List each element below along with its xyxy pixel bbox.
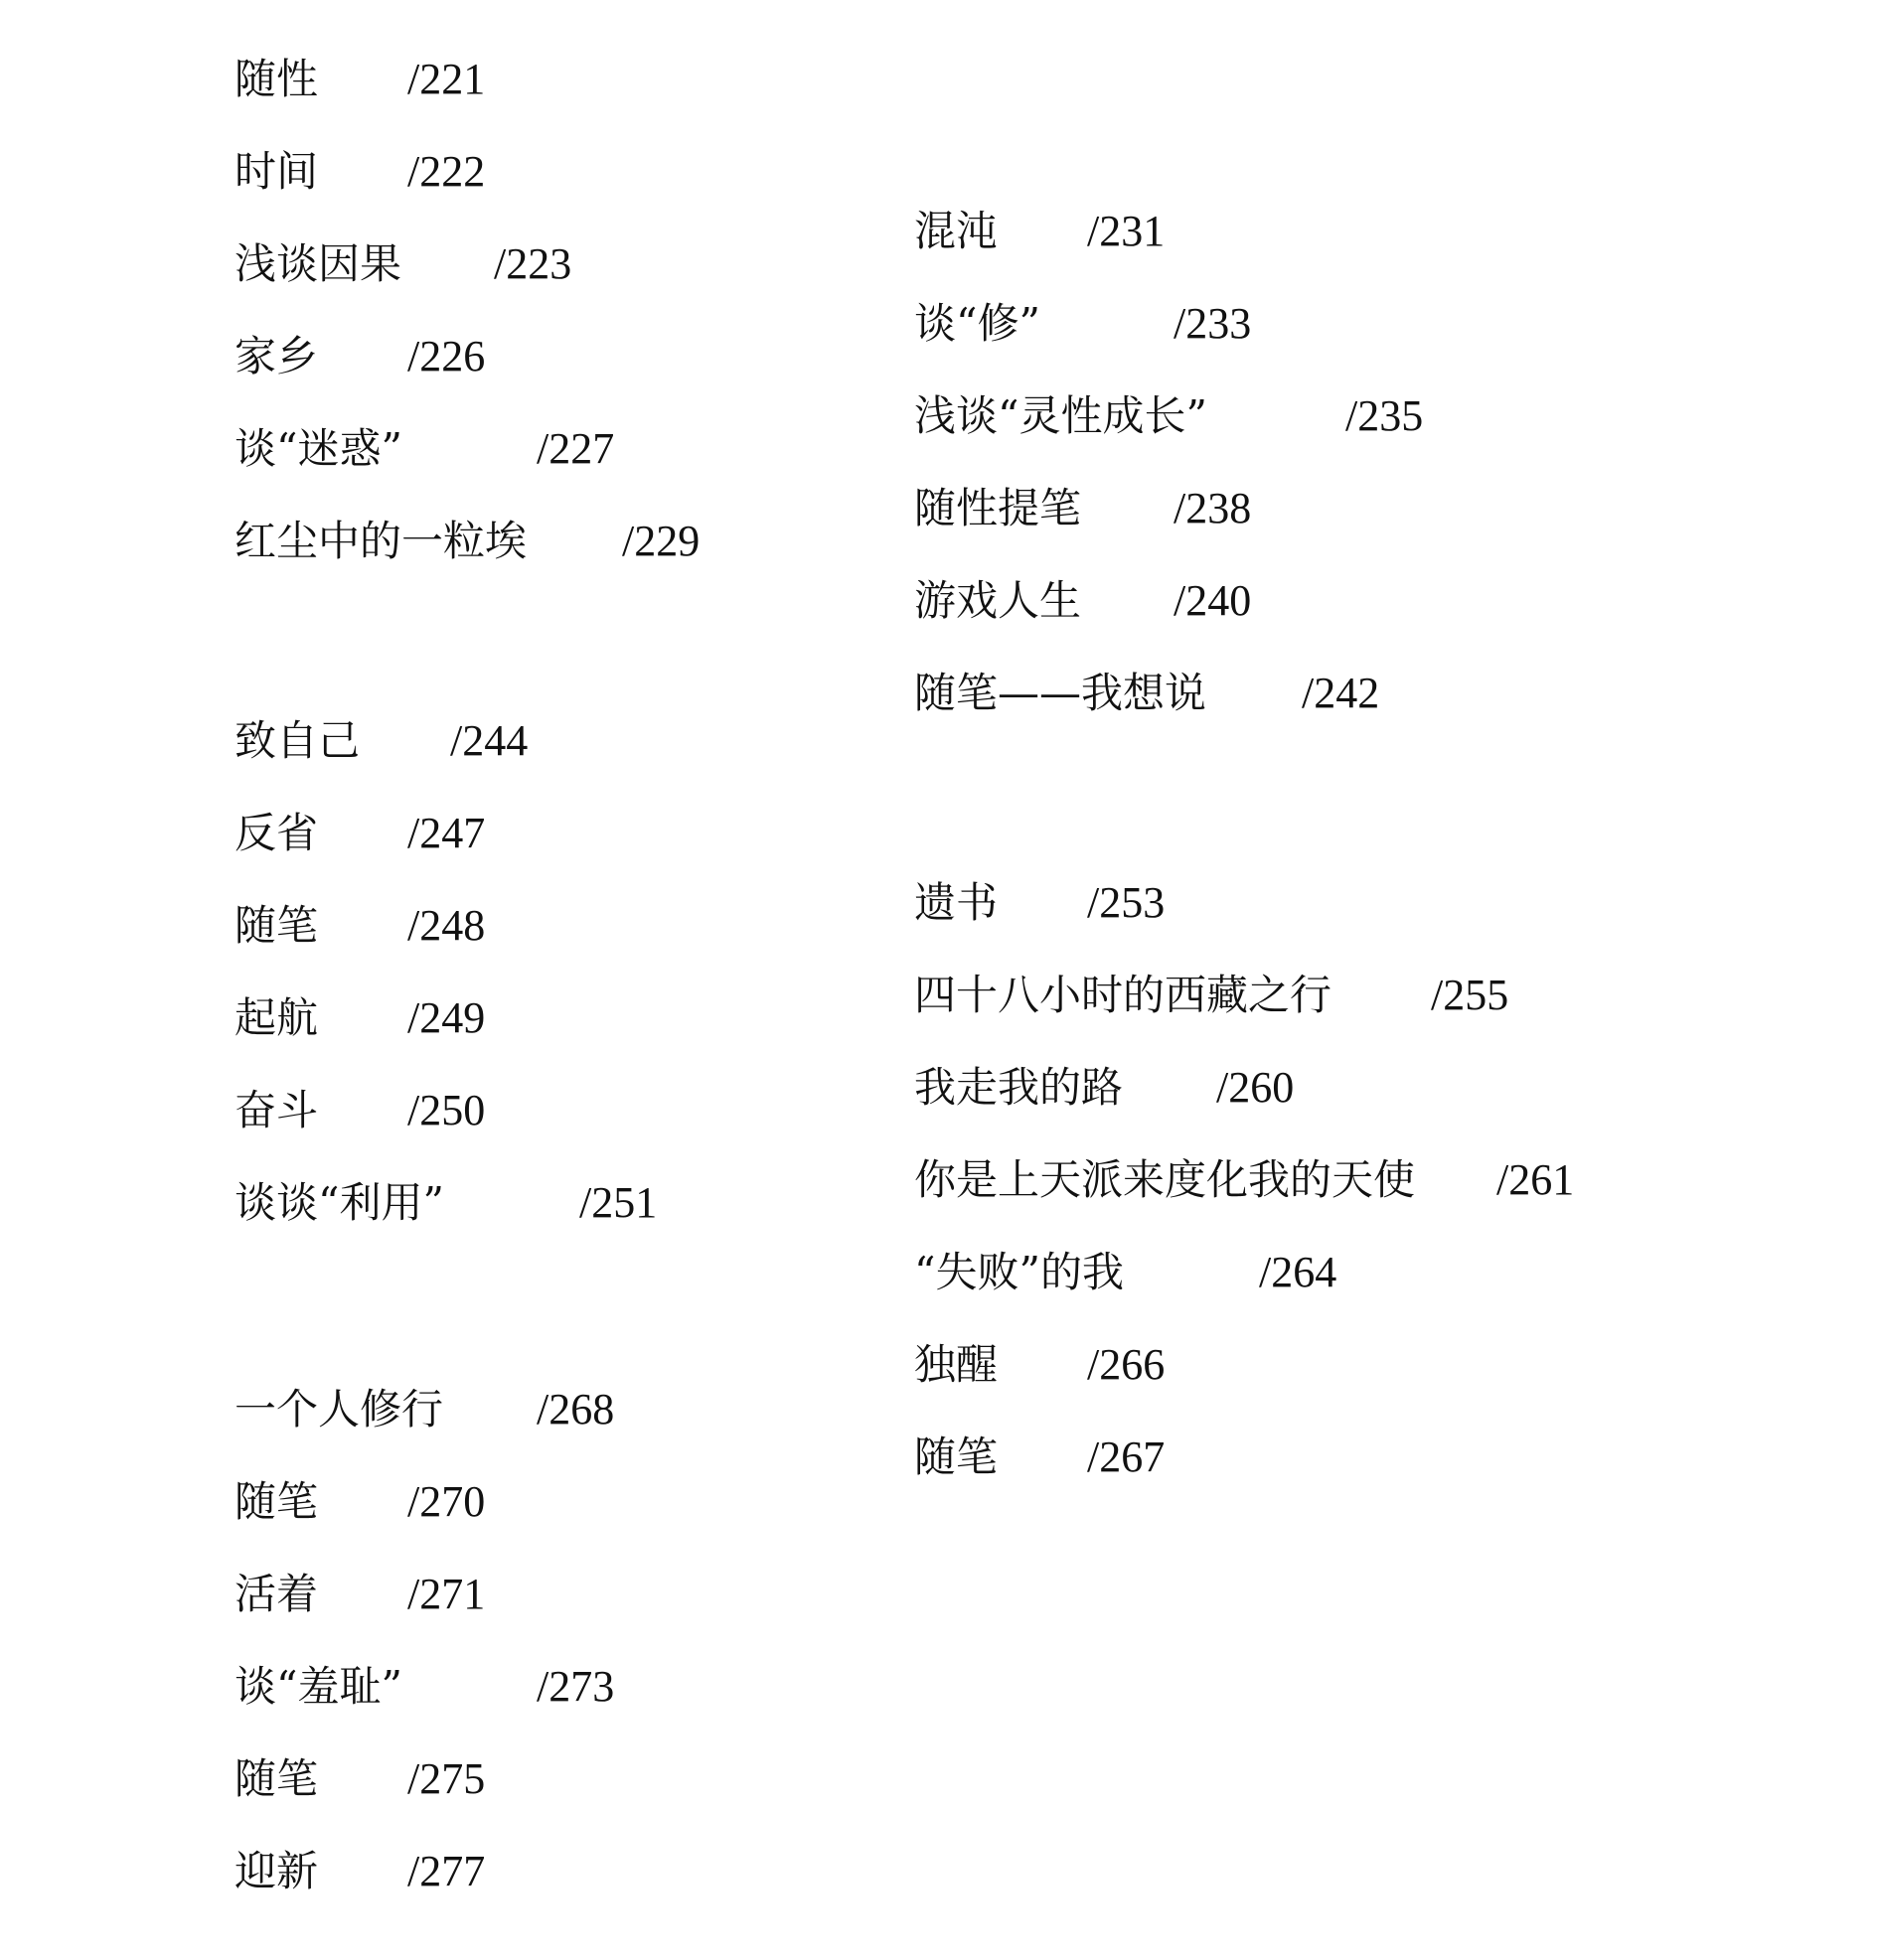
entry-page-number: /248 xyxy=(407,901,486,950)
entry-page-number: /223 xyxy=(494,239,572,288)
entry-title: 独醒 xyxy=(914,1340,999,1389)
entry-title: 谈谈“利用” xyxy=(235,1178,444,1227)
entry-page-number: /233 xyxy=(1174,299,1252,348)
entry-title: 反省 xyxy=(235,809,319,857)
entry-title: 随性 xyxy=(235,55,319,103)
entry-title: 时间 xyxy=(235,147,319,196)
entry-page-number: /221 xyxy=(407,55,486,103)
entry-page-number: /242 xyxy=(1302,669,1380,717)
entry-page-number: /255 xyxy=(1431,971,1509,1019)
entry-title: 浅谈“灵性成长” xyxy=(914,391,1207,440)
entry-title: 谈“迷惑” xyxy=(235,424,402,473)
entry-title: 浅谈因果 xyxy=(235,239,402,288)
entry-page-number: /229 xyxy=(622,517,701,565)
entry-title: 混沌 xyxy=(914,207,999,255)
entry-title: 游戏人生 xyxy=(914,576,1082,625)
entry-title: 起航 xyxy=(235,993,319,1042)
entry-page-number: /267 xyxy=(1087,1432,1166,1481)
entry-title: 谈“羞耻” xyxy=(235,1662,402,1711)
entry-page-number: /273 xyxy=(537,1662,615,1711)
entry-page-number: /235 xyxy=(1345,391,1424,440)
entry-page-number: /271 xyxy=(407,1570,486,1618)
entry-title: 活着 xyxy=(235,1570,319,1618)
entry-page-number: /266 xyxy=(1087,1340,1166,1389)
entry-title: 一个人修行 xyxy=(235,1385,444,1433)
entry-title: 奋斗 xyxy=(235,1086,319,1134)
entry-title: 随笔 xyxy=(914,1432,999,1481)
entry-page-number: /247 xyxy=(407,809,486,857)
entry-page-number: /227 xyxy=(537,424,615,473)
entry-title: 家乡 xyxy=(235,332,319,380)
entry-title: 迎新 xyxy=(235,1847,319,1895)
entry-page-number: /250 xyxy=(407,1086,486,1134)
entry-title: 我走我的路 xyxy=(914,1063,1124,1112)
entry-title: 谈“修” xyxy=(914,299,1040,348)
entry-title: 随笔 xyxy=(235,1477,319,1526)
entry-page-number: /268 xyxy=(537,1385,615,1433)
entry-title: 红尘中的一粒埃 xyxy=(235,517,528,565)
entry-title: “失败”的我 xyxy=(914,1248,1124,1296)
entry-page-number: /240 xyxy=(1174,576,1252,625)
entry-page-number: /261 xyxy=(1496,1155,1575,1204)
entry-page-number: /244 xyxy=(450,716,529,765)
entry-page-number: /231 xyxy=(1087,207,1166,255)
entry-page-number: /249 xyxy=(407,993,486,1042)
entry-page-number: /251 xyxy=(579,1178,658,1227)
entry-page-number: /275 xyxy=(407,1754,486,1803)
entry-title: 随笔 xyxy=(235,901,319,950)
entry-title: 四十八小时的西藏之行 xyxy=(914,971,1332,1019)
entry-title: 你是上天派来度化我的天使 xyxy=(914,1155,1416,1204)
entry-title: 随笔 xyxy=(235,1754,319,1803)
entry-page-number: /264 xyxy=(1259,1248,1337,1296)
entry-page-number: /270 xyxy=(407,1477,486,1526)
entry-page-number: /253 xyxy=(1087,878,1166,927)
entry-page-number: /226 xyxy=(407,332,486,380)
entry-title: 随笔——我想说 xyxy=(914,669,1207,717)
entry-title: 致自己 xyxy=(235,716,361,765)
entry-title: 随性提笔 xyxy=(914,484,1082,532)
entry-page-number: /222 xyxy=(407,147,486,196)
entry-page-number: /260 xyxy=(1216,1063,1295,1112)
entry-page-number: /277 xyxy=(407,1847,486,1895)
entry-title: 遗书 xyxy=(914,878,999,927)
entry-page-number: /238 xyxy=(1174,484,1252,532)
